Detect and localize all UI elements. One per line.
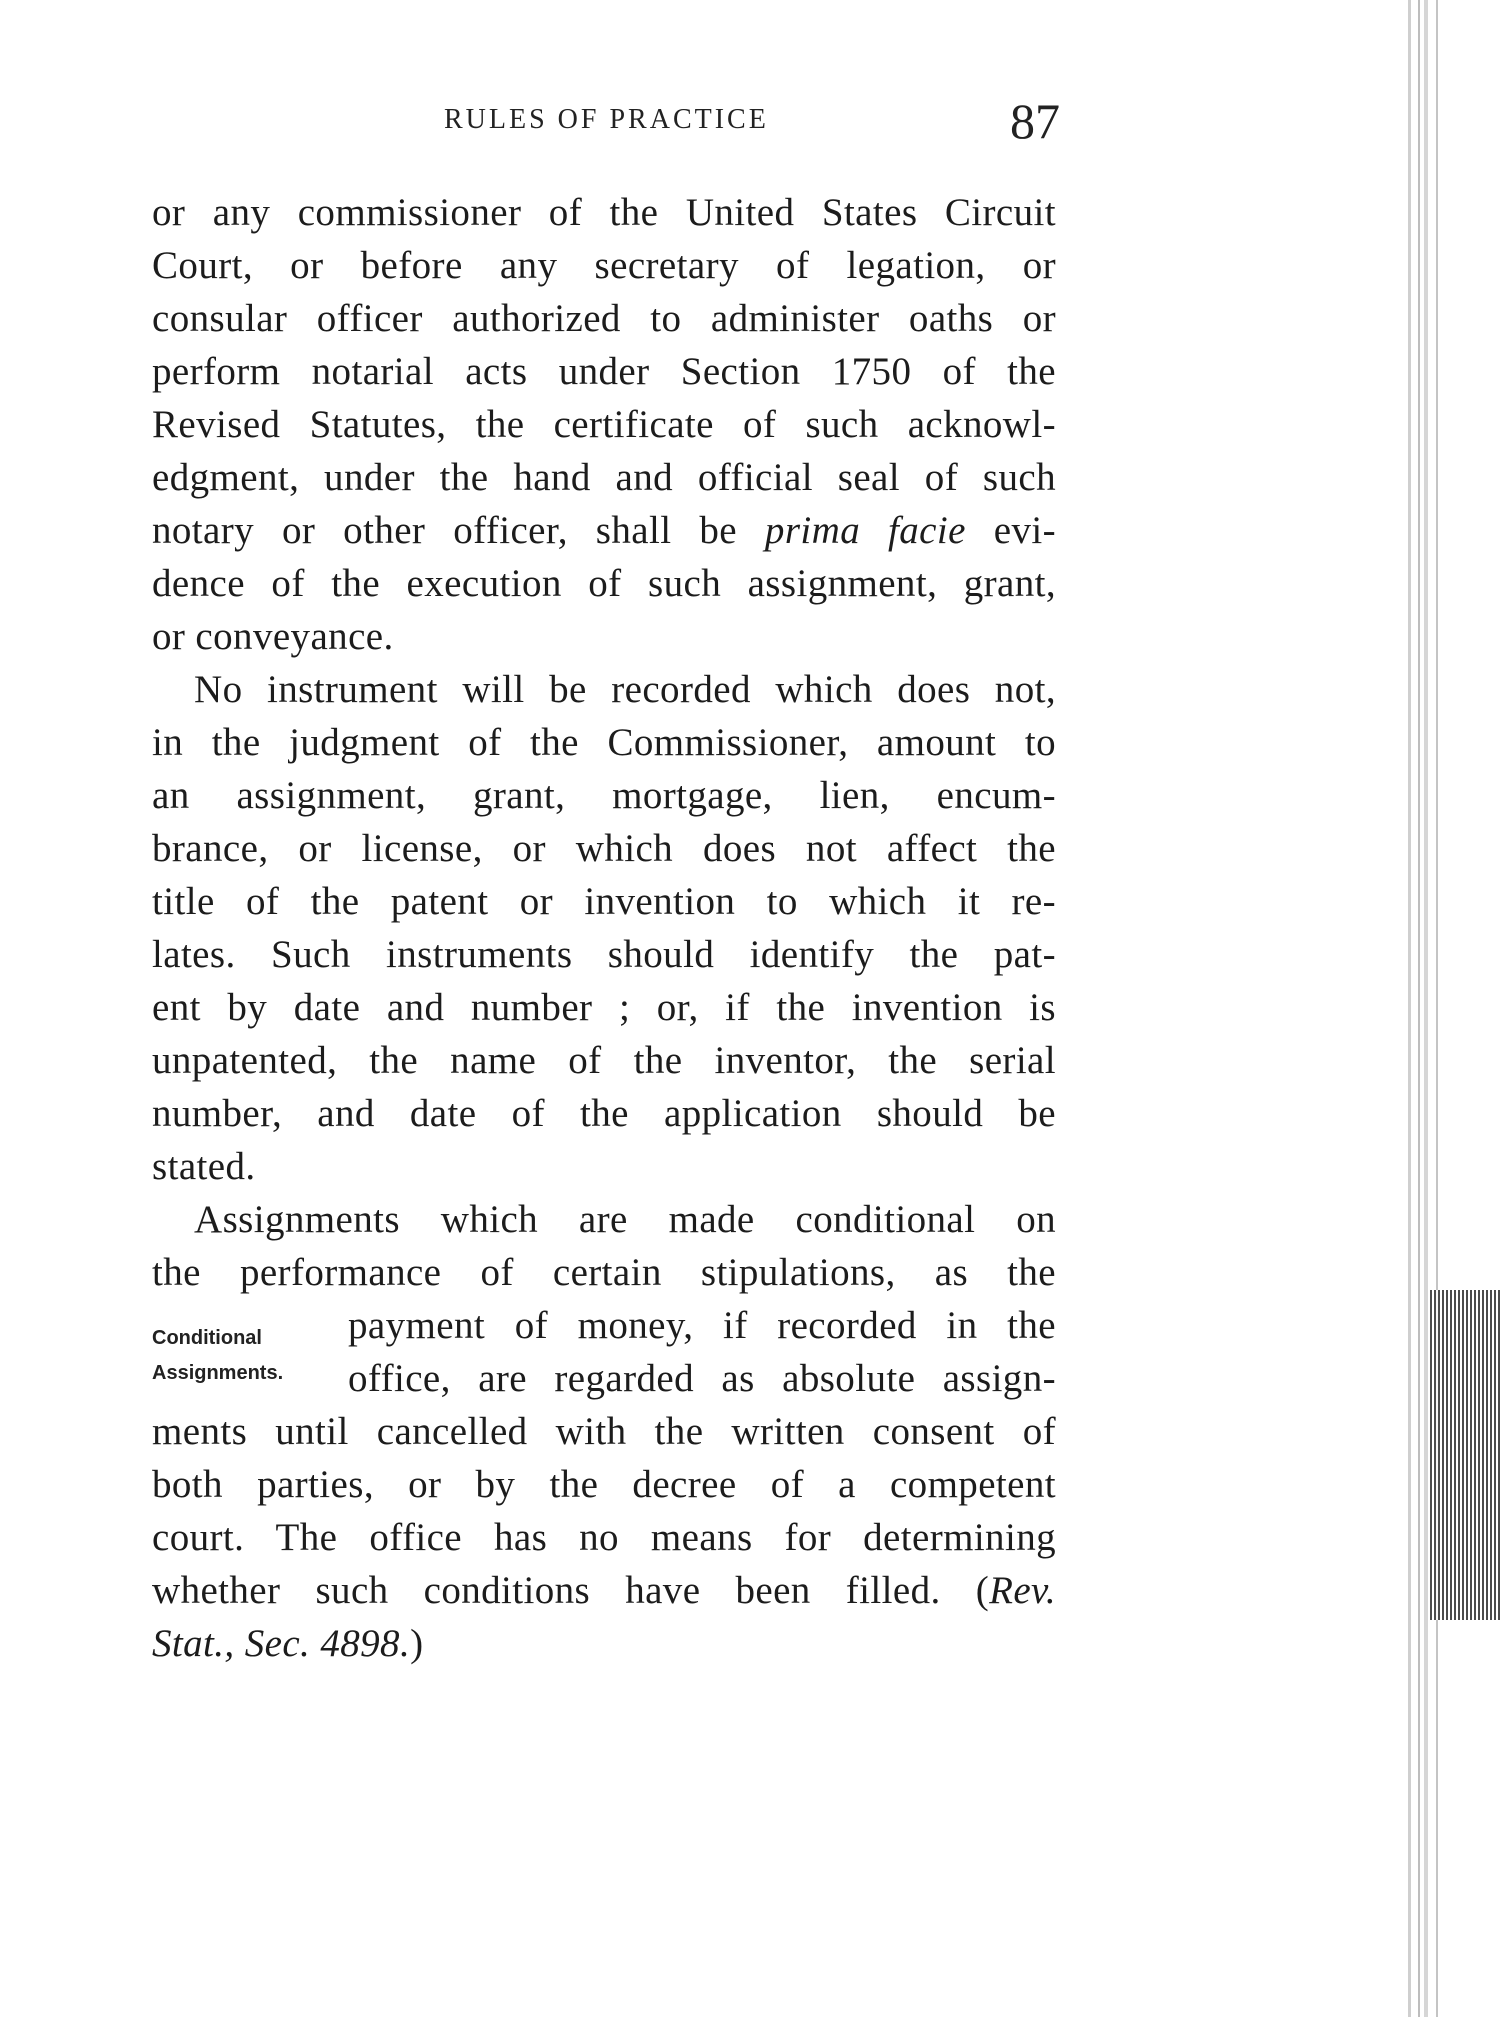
text-line: in the judgment of the Commissioner, amount to: [152, 721, 1056, 764]
text-line: [152, 1564, 1056, 1617]
text-line: Court, or before any secretary of legation, or: [152, 244, 1056, 287]
citation-rev: Rev.: [989, 1569, 1056, 1612]
paren-open: (: [975, 1569, 990, 1612]
text-line: dence of the execution of such assignment, grant,: [152, 562, 1056, 605]
text-line: Revised Statutes, the certificate of such acknowl-: [152, 403, 1056, 446]
text-line: office, are regarded as absolute assign-: [348, 1357, 1056, 1400]
binding-edge-line: [1424, 0, 1428, 2017]
text-fragment: whether such conditions have been filled.: [152, 1569, 941, 1612]
text-fragment: evi-: [993, 509, 1056, 552]
sidenote-assignments: Assignments.: [152, 1362, 284, 1384]
italic-phrase: prima facie: [764, 509, 966, 552]
text-line: an assignment, grant, mortgage, lien, encum-: [152, 774, 1056, 817]
text-line: [152, 1617, 1056, 1670]
paragraph-start-line: Assignments which are made conditional on: [194, 1198, 1056, 1241]
text-line: lates. Such instruments should identify the pat-: [152, 933, 1056, 976]
text-line: consular officer authorized to administer oaths or: [152, 297, 1056, 340]
body-text: [152, 186, 1056, 1670]
text-line: both parties, or by the decree of a competent: [152, 1463, 1056, 1506]
text-line: number, and date of the application should be: [152, 1092, 1056, 1135]
text-line: or conveyance.: [152, 615, 394, 658]
text-fragment: notary or other officer, shall be: [152, 509, 737, 552]
text-line: edgment, under the hand and official seal of such: [152, 456, 1056, 499]
page-number: 87: [1010, 93, 1060, 149]
text-line: [152, 504, 1056, 557]
binding-edge-line: [1408, 0, 1411, 2017]
text-line: the performance of certain stipulations, as the: [152, 1251, 1056, 1294]
text-line: or any commissioner of the United States Circuit: [152, 191, 1056, 234]
text-line: payment of money, if recorded in the: [348, 1304, 1056, 1347]
text-line: stated.: [152, 1145, 256, 1188]
scan-smudge: [1430, 1290, 1500, 1620]
text-line: court. The office has no means for determining: [152, 1516, 1056, 1559]
sidenote-conditional: Conditional: [152, 1327, 262, 1349]
text-line: perform notarial acts under Section 1750 of the: [152, 350, 1056, 393]
text-line: brance, or license, or which does not affect the: [152, 827, 1056, 870]
citation-statute: Stat., Sec. 4898.: [152, 1622, 411, 1665]
binding-edge-line: [1436, 0, 1438, 2017]
text-line: ments until cancelled with the written consent of: [152, 1410, 1056, 1453]
paragraph-start-line: No instrument will be recorded which does not,: [194, 668, 1056, 711]
binding-edge-line: [1418, 0, 1420, 2017]
text-line: title of the patent or invention to which it re-: [152, 880, 1056, 923]
text-line: unpatented, the name of the inventor, the serial: [152, 1039, 1056, 1082]
paren-close: ): [410, 1622, 424, 1665]
text-line: ent by date and number ; or, if the invention is: [152, 986, 1056, 1029]
running-head: RULES OF PRACTICE: [444, 104, 769, 135]
